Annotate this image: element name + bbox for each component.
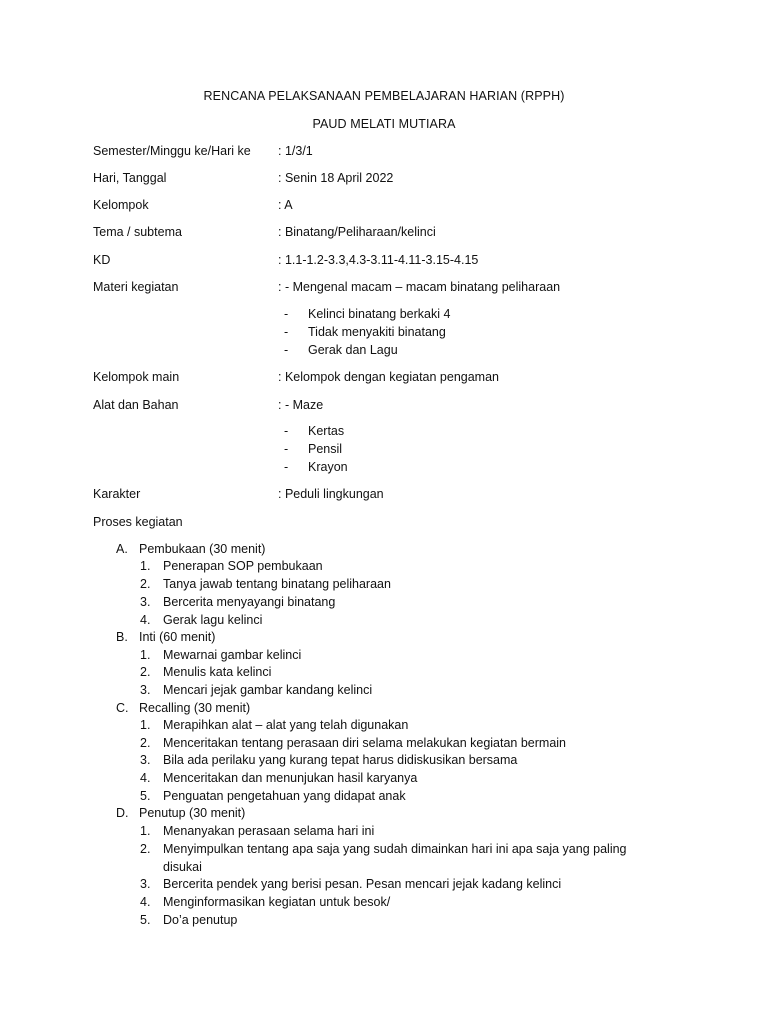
- info-label: Karakter: [93, 487, 141, 501]
- info-row-theme: [93, 223, 693, 241]
- step-number: 1.: [140, 824, 151, 838]
- info-label: Kelompok: [93, 198, 149, 212]
- section-title: Recalling (30 menit): [139, 701, 251, 715]
- materi-item-text: Gerak dan Lagu: [308, 343, 398, 357]
- alat-item-text: Pensil: [308, 442, 343, 456]
- step-number: 3.: [140, 595, 151, 609]
- step-text: Penguatan pengetahuan yang didapat anak: [163, 789, 406, 803]
- info-value: : Binatang/Peliharaan/kelinci: [278, 225, 436, 239]
- info-value: : 1.1-1.2-3.3,4.3-3.11-4.11-3.15-4.15: [278, 253, 479, 267]
- step-text: Bercerita pendek yang berisi pesan. Pesan mencari jejak kadang kelinci: [163, 877, 562, 891]
- section-b: [116, 628, 676, 646]
- step-text: Bila ada perilaku yang kurang tepat harus didiskusikan bersama: [163, 753, 518, 767]
- step-number: 5.: [140, 789, 151, 803]
- step-text: Mewarnai gambar kelinci: [163, 648, 302, 662]
- section-letter: A.: [116, 542, 128, 556]
- info-value: : - Mengenal macam – macam binatang peliharaan: [278, 280, 561, 294]
- step-text: Menginformasikan kegiatan untuk besok/: [163, 895, 391, 909]
- section-letter: D.: [116, 806, 129, 820]
- step-number: 3.: [140, 877, 151, 891]
- alat-item-text: Kertas: [308, 424, 345, 438]
- step-number: 4.: [140, 613, 151, 627]
- alat-item: [284, 440, 604, 458]
- step-number: 2.: [140, 736, 151, 750]
- dash-bullet: -: [284, 343, 289, 357]
- step-number: 1.: [140, 718, 151, 732]
- step-text: Menanyakan perasaan selama hari ini: [163, 824, 375, 838]
- info-value: : - Maze: [278, 398, 324, 412]
- school-name: PAUD MELATI MUTIARA: [312, 117, 456, 131]
- step-text: Menyimpulkan tentang apa saja yang sudah dimainkan hari ini apa saja yang paling disukai: [163, 842, 627, 874]
- section-letter: B.: [116, 630, 128, 644]
- step-text: Merapihkan alat – alat yang telah digunakan: [163, 718, 409, 732]
- info-label: Alat dan Bahan: [93, 398, 179, 412]
- info-label: Hari, Tanggal: [93, 171, 167, 185]
- materi-item: [284, 323, 604, 341]
- step-number: 4.: [140, 771, 151, 785]
- step-text: Menulis kata kelinci: [163, 665, 272, 679]
- step-text: Do’a penutup: [163, 913, 238, 927]
- dash-bullet: -: [284, 325, 289, 339]
- section-c: [116, 699, 676, 717]
- alat-item-text: Krayon: [308, 460, 348, 474]
- info-row-group: [93, 196, 693, 214]
- info-label: KD: [93, 253, 111, 267]
- proses-heading: [93, 513, 693, 531]
- section-title: Penutup (30 menit): [139, 806, 246, 820]
- section-a: [116, 540, 676, 558]
- info-value: : 1/3/1: [278, 144, 313, 158]
- info-value: : Peduli lingkungan: [278, 487, 384, 501]
- section-title: Inti (60 menit): [139, 630, 216, 644]
- step-text: Mencari jejak gambar kandang kelinci: [163, 683, 373, 697]
- step-text: Tanya jawab tentang binatang peliharaan: [163, 577, 391, 591]
- step-number: 1.: [140, 648, 151, 662]
- info-label: Semester/Minggu ke/Hari ke: [93, 144, 251, 158]
- step-text: Menceritakan dan menunjukan hasil karyanya: [163, 771, 418, 785]
- info-label: Tema / subtema: [93, 225, 182, 239]
- materi-item: [284, 341, 604, 359]
- dash-bullet: -: [284, 424, 289, 438]
- info-label: Kelompok main: [93, 370, 180, 384]
- step-number: 1.: [140, 559, 151, 573]
- step-number: 3.: [140, 753, 151, 767]
- materi-item-text: Kelinci binatang berkaki 4: [308, 307, 451, 321]
- step-text: Bercerita menyayangi binatang: [163, 595, 336, 609]
- alat-item: [284, 422, 604, 440]
- info-row-kd: [93, 251, 693, 269]
- info-value: : Kelompok dengan kegiatan pengaman: [278, 370, 499, 384]
- info-row-materials: [93, 278, 693, 296]
- info-value: : Senin 18 April 2022: [278, 171, 394, 185]
- step-number: 2.: [140, 665, 151, 679]
- step-number: 3.: [140, 683, 151, 697]
- info-label: Materi kegiatan: [93, 280, 179, 294]
- dash-bullet: -: [284, 442, 289, 456]
- materi-item-text: Tidak menyakiti binatang: [308, 325, 446, 339]
- info-row-semester: [93, 142, 693, 160]
- dash-bullet: -: [284, 460, 289, 474]
- section-letter: C.: [116, 701, 129, 715]
- step-number: 2.: [140, 577, 151, 591]
- info-row-tools: [93, 396, 693, 414]
- section-title: Pembukaan (30 menit): [139, 542, 266, 556]
- alat-item: [284, 458, 604, 476]
- info-row-date: [93, 169, 693, 187]
- document-title: RENCANA PELAKSANAAN PEMBELAJARAN HARIAN (RPPH): [203, 89, 565, 103]
- info-row-character: [93, 485, 693, 503]
- step-number: 5.: [140, 913, 151, 927]
- step-text: Menceritakan tentang perasaan diri selama melakukan kegiatan bermain: [163, 736, 567, 750]
- info-value: : A: [278, 198, 293, 212]
- section-d: [116, 804, 676, 822]
- dash-bullet: -: [284, 307, 289, 321]
- materi-item: [284, 305, 604, 323]
- step-text: Gerak lagu kelinci: [163, 613, 263, 627]
- info-row-play-group: [93, 368, 693, 386]
- proses-label: Proses kegiatan: [93, 515, 183, 529]
- step-text: Penerapan SOP pembukaan: [163, 559, 323, 573]
- step-number: 4.: [140, 895, 151, 909]
- step-number: 2.: [140, 842, 151, 856]
